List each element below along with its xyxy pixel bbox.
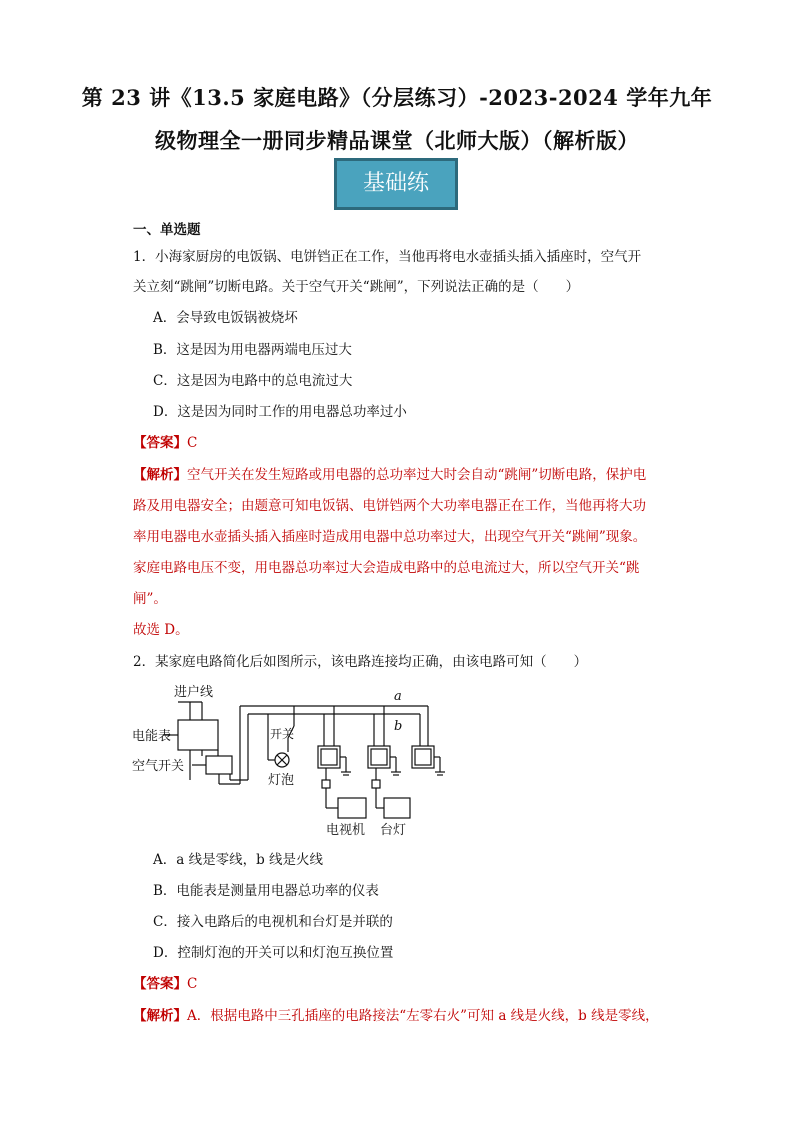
q2-analysis-line-1 xyxy=(133,1006,659,1026)
q2-option-b: B．电能表是测量用电器总功率的仪表 xyxy=(153,883,379,899)
q1-analysis-line-3: 率用电器电水壶插头插入插座时造成用电器中总功率过大，出现空气开关“跳闸”现象。 xyxy=(133,529,647,545)
title-line-2: 级物理全一册同步精品课堂（北师大版）（解析版） xyxy=(155,128,639,153)
label-tv: 电视机 xyxy=(326,823,366,838)
circuit-diagram xyxy=(130,680,460,840)
q1-analysis-line-6: 故选 D。 xyxy=(133,622,189,638)
meter-box xyxy=(178,720,218,750)
q1-option-d: D．这是因为同时工作的用电器总功率过小 xyxy=(153,404,407,420)
q2-option-a: A．a 线是零线，b 线是火线 xyxy=(153,852,324,868)
q1-answer-value: C xyxy=(187,435,198,451)
q2-answer xyxy=(133,974,197,994)
q1-analysis-line-2: 路及用电器安全；由题意可知电饭锅、电饼铛两个大功率电器正在工作，当他再将大功 xyxy=(133,498,646,514)
q2-analysis-tag: 【解析】 xyxy=(133,1008,187,1024)
q2-stem-line-1: 2．某家庭电路简化后如图所示，该电路连接均正确，由该电路可知（ ） xyxy=(133,654,588,670)
label-a: a xyxy=(394,689,402,704)
tv-box xyxy=(338,798,366,818)
lamp-box xyxy=(384,798,410,818)
q2-answer-value: C xyxy=(187,976,198,992)
q1-analysis-line-1 xyxy=(133,465,646,485)
q1-option-c: C．这是因为电路中的总电流过大 xyxy=(153,373,353,389)
label-b: b xyxy=(394,719,403,734)
section-banner: 基础练 xyxy=(334,158,458,210)
breaker-box xyxy=(206,756,232,774)
label-meter: 电能表 xyxy=(132,729,172,744)
q2-answer-tag: 【答案】 xyxy=(133,976,187,992)
q2-analysis-text-1: A．根据电路中三孔插座的电路接法“左零右火”可知 a 线是火线，b 线是零线， xyxy=(187,1008,659,1024)
q1-stem-line-1: 1．小海家厨房的电饭锅、电饼铛正在工作，当他再将电水壶插头插入插座时，空气开 xyxy=(133,249,642,265)
label-bulb: 灯泡 xyxy=(268,773,295,788)
q1-analysis-text-1: 空气开关在发生短路或用电器的总功率过大时会自动“跳闸”切断电路，保护电 xyxy=(187,467,647,483)
title-line-1: 第 23 讲《13.5 家庭电路》（分层练习）-2023-2024 学年九年 xyxy=(81,85,713,110)
q1-answer-tag: 【答案】 xyxy=(133,435,187,451)
q1-analysis-line-4: 家庭电路电压不变，用电器总功率过大会造成电路中的总电流过大，所以空气开关“跳 xyxy=(133,560,640,576)
label-incoming: 进户线 xyxy=(174,685,214,700)
q2-option-c: C．接入电路后的电视机和台灯是并联的 xyxy=(153,914,393,930)
section-heading: 一、单选题 xyxy=(133,222,201,238)
q2-option-d: D．控制灯泡的开关可以和灯泡互换位置 xyxy=(153,945,394,961)
label-lamp: 台灯 xyxy=(380,823,407,838)
q1-option-b: B．这是因为用电器两端电压过大 xyxy=(153,342,352,358)
q1-stem-line-2: 关立刻“跳闸”切断电路。关于空气开关“跳闸”，下列说法正确的是（ ） xyxy=(133,279,580,295)
q1-option-a: A．会导致电饭锅被烧坏 xyxy=(153,310,298,326)
q1-analysis-line-5: 闸”。 xyxy=(133,591,167,607)
q1-answer xyxy=(133,433,197,453)
label-switch: 开关 xyxy=(270,727,295,741)
label-breaker: 空气开关 xyxy=(132,759,185,774)
q1-analysis-tag: 【解析】 xyxy=(133,467,187,483)
